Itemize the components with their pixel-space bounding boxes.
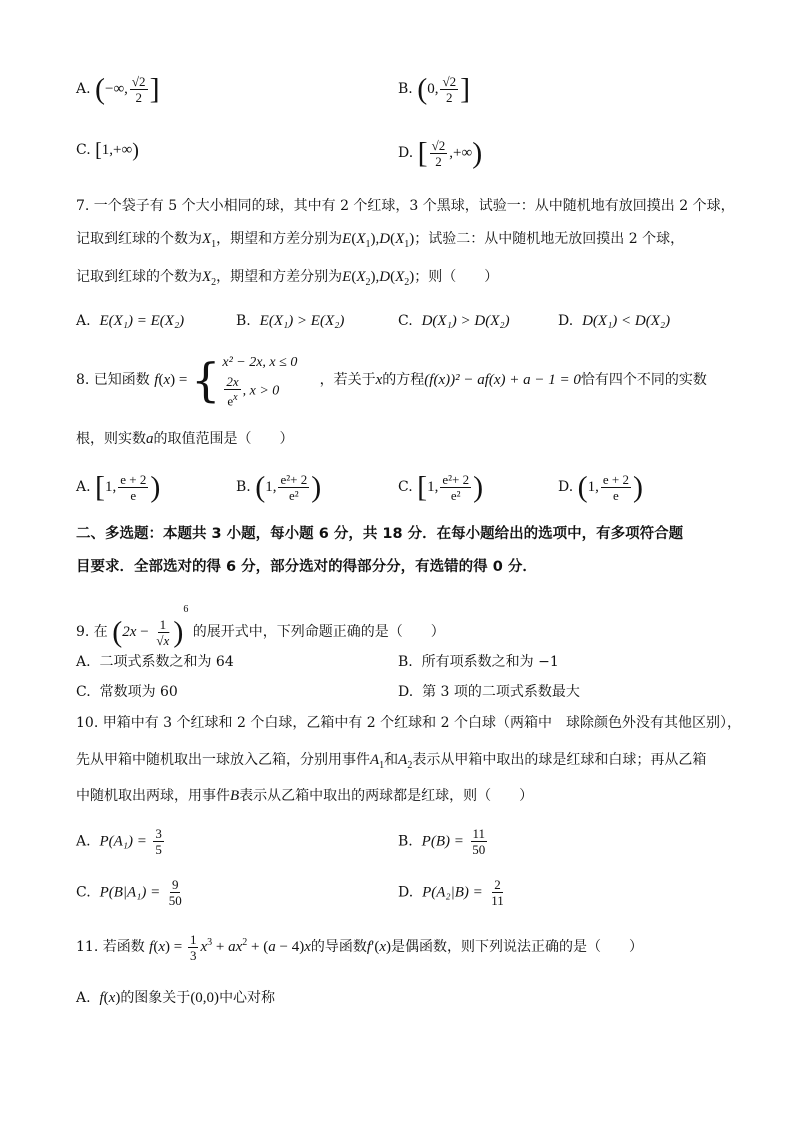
q7-text: ，期望和方差分别为	[216, 231, 343, 247]
option-den: 11	[491, 893, 504, 908]
option-label: A.	[76, 654, 91, 670]
q10-line2	[76, 750, 706, 776]
q7-text: ；则（ ）	[414, 269, 499, 285]
q8-equation: (f(x))² − af(x) + a − 1 = 0	[424, 372, 581, 389]
q7-line3	[76, 267, 498, 293]
q9-option-c	[76, 682, 178, 702]
q11-option-text: 的图象关于	[120, 990, 191, 1006]
q8-option-d	[558, 472, 643, 503]
option-num: 2	[494, 877, 501, 892]
q8-option-d-expr: (1, $\frac{e + 2}{e}$ )	[577, 470, 643, 504]
q9-option-d	[398, 682, 580, 702]
option-label: D.	[558, 313, 574, 329]
q8-text: 根，则实数	[76, 431, 146, 447]
q6-option-a	[76, 74, 160, 105]
option-expr: D(X₁) < D(X₂)	[582, 313, 671, 329]
q10-option-d	[398, 877, 508, 908]
q6-option-b-expr: (0, $\frac{√2}{2}$ ]	[417, 72, 471, 106]
q11-function: f(x) = $\frac{1}{3}$ $x^3 + ax^2 + (a - 4)x$	[149, 932, 311, 963]
option-lhs: P(B) =	[421, 833, 464, 850]
q8-line1	[76, 352, 707, 408]
option-label: B.	[236, 313, 251, 329]
option-text: 所有项系数之和为 −1	[421, 654, 559, 670]
option-expr: D(X₁) > D(X₂)	[421, 313, 510, 329]
q8-option-c-expr: [1, $\frac{\text{e²+ 2}}{\text{e²}}$ )	[417, 470, 484, 504]
q9-stem	[76, 600, 445, 648]
case-2-cond: , x > 0	[242, 383, 280, 399]
q9-option-a	[76, 652, 234, 672]
q10-option-b	[398, 826, 489, 857]
q10-text: 表示从甲箱中取出的球是红球和白球；再从乙箱	[412, 752, 707, 768]
option-text: 常数项为 60	[99, 684, 178, 700]
q11-text: 11. 若函数	[76, 938, 145, 955]
option-lhs: P(A₁) =	[99, 833, 147, 850]
x1-symbol: $X_1$	[202, 231, 217, 250]
option-label: C.	[398, 478, 413, 495]
q8-option-b-expr: (1, $\frac{\text{e²+ 2}}{\text{e²}}$ )	[255, 470, 322, 504]
f-of-x: f(x)	[99, 990, 121, 1006]
q10-text: 先从甲箱中随机取出一球放入乙箱，分别用事件	[76, 752, 370, 768]
option-expr: E(X₁) = E(X₂)	[99, 313, 185, 329]
q9-option-b	[398, 652, 559, 672]
q8-text: 的取值范围是（ ）	[153, 431, 294, 447]
option-label: A.	[76, 833, 91, 850]
piecewise-function: { x² − 2x, x ≤ 0 $\frac{2x}{e^x}$ , x > 0	[191, 353, 298, 409]
q7-option-b	[236, 311, 344, 331]
a2-symbol: $A_2$	[398, 752, 413, 771]
q9-binomial: (2x − $\frac{1}{√x}$ )$^6$	[112, 604, 189, 649]
x2-symbol: $X_2$	[202, 269, 217, 288]
q7-text: ，期望和方差分别为	[216, 269, 343, 285]
q8-text: ，若关于	[319, 372, 376, 389]
option-label: B.	[398, 833, 413, 850]
case-1: x² − 2x, x ≤ 0	[222, 355, 298, 370]
q10-line1: 10. 甲箱中有 3 个红球和 2 个白球，乙箱中有 2 个红球和 2 个白球（两箱中 球除颜色外没有其他区别），	[76, 715, 741, 731]
q7-text: 记取到红球的个数为	[76, 269, 202, 285]
case-2: $\frac{2x}{e^x}$ , x > 0	[226, 374, 280, 409]
q11-option-a	[76, 988, 275, 1008]
q9-text: 9. 在	[76, 624, 108, 640]
q7-line1: 7. 一个袋子有 5 个大小相同的球，其中有 2 个红球，3 个黑球，试验一：从中随机地有放回摸出 2 个球，	[76, 198, 735, 214]
q7-option-d	[558, 311, 670, 331]
q8-option-a	[76, 472, 160, 503]
q6-option-a-expr: (−∞, $\frac{√2}{2}$ ]	[95, 72, 160, 106]
option-label: B.	[398, 80, 413, 97]
option-label: A.	[76, 313, 91, 329]
q8-line2	[76, 429, 294, 449]
option-label: D.	[558, 478, 574, 495]
option-text: 二项式系数之和为 64	[99, 654, 234, 670]
q11-text: 是偶函数，则下列说法正确的是（ ）	[391, 938, 644, 955]
option-label: A.	[76, 80, 91, 97]
option-label: D.	[398, 144, 414, 161]
q7-ed-x2: $E(X_2),D(X_2)$	[342, 269, 415, 288]
section-heading-line2: 目要求．全部选对的得 6 分，部分选对的得部分分，有选错的得 0 分．	[76, 559, 537, 575]
q10-line3	[76, 786, 533, 806]
option-den: 50	[168, 893, 182, 908]
q10-text: 中随机取出两球，用事件	[76, 788, 230, 804]
q7-text: 记取到红球的个数为	[76, 231, 202, 247]
option-num: 3	[155, 826, 162, 841]
option-lhs: P(B|A₁) =	[99, 884, 161, 901]
q9-text: 的展开式中，下列命题正确的是（ ）	[192, 624, 445, 640]
option-lhs: P(A₂|B) =	[422, 884, 483, 901]
q7-text: ；试验二：从中随机地无放回摸出 2 个球，	[414, 231, 685, 247]
option-label: D.	[398, 684, 414, 700]
q8-text: 恰有四个不同的实数	[580, 372, 707, 389]
option-label: A.	[76, 990, 91, 1006]
q8-option-c	[398, 472, 483, 503]
x-symbol: x	[375, 372, 383, 389]
option-den: 5	[155, 842, 162, 857]
option-label: B.	[398, 654, 413, 670]
option-label: C.	[76, 684, 91, 700]
q10-option-c	[76, 877, 186, 908]
b-symbol: B	[230, 788, 240, 804]
q11-stem	[76, 932, 643, 963]
option-num: 9	[171, 877, 179, 892]
q8-option-b	[236, 472, 321, 503]
q7-option-c	[398, 311, 510, 331]
option-label: D.	[398, 884, 414, 901]
option-label: C.	[76, 884, 91, 901]
option-text: 第 3 项的二项式系数最大	[422, 684, 580, 700]
q6-option-c-expr: [1,+∞)	[95, 139, 139, 162]
option-den: 50	[472, 842, 486, 857]
q8-option-a-expr: [1, $\frac{e + 2}{e}$ )	[95, 470, 161, 504]
q8-text: 的方程	[382, 372, 425, 389]
q6-option-b	[398, 74, 470, 105]
option-label: A.	[76, 478, 91, 495]
q11-option-text: 中心对称	[219, 990, 276, 1006]
option-label: C.	[76, 142, 91, 158]
q10-text: 表示从乙箱中取出的两球都是红球，则（ ）	[239, 788, 534, 804]
q6-option-d	[398, 138, 482, 169]
q11-text: 的导函数	[310, 938, 367, 955]
q7-ed-x1: $E(X_1),D(X_1)$	[342, 231, 415, 250]
option-label: B.	[236, 478, 251, 495]
q8-text: 8. 已知函数	[76, 372, 150, 389]
section-heading-line1: 二、多选题：本题共 3 小题，每小题 6 分，共 18 分．在每小题给出的选项中，有多项符合题	[76, 526, 684, 542]
q10-option-a	[76, 826, 166, 857]
q6-option-c	[76, 140, 139, 161]
option-label: C.	[398, 313, 413, 329]
q7-option-a	[76, 311, 184, 331]
q6-option-d-expr: [ $\frac{√2}{2}$ ,+∞)	[417, 136, 483, 170]
option-expr: E(X₁) > E(X₂)	[259, 313, 345, 329]
option-num: 11	[472, 826, 486, 841]
f-of-x: f(x) =	[154, 372, 192, 389]
a-symbol: a	[146, 431, 154, 447]
f-prime: f′(x)	[366, 938, 392, 955]
a1-symbol: $A_1$	[370, 752, 385, 771]
q7-line2	[76, 229, 684, 255]
origin-point: (0,0)	[190, 990, 220, 1006]
q10-text: 和	[384, 752, 399, 768]
